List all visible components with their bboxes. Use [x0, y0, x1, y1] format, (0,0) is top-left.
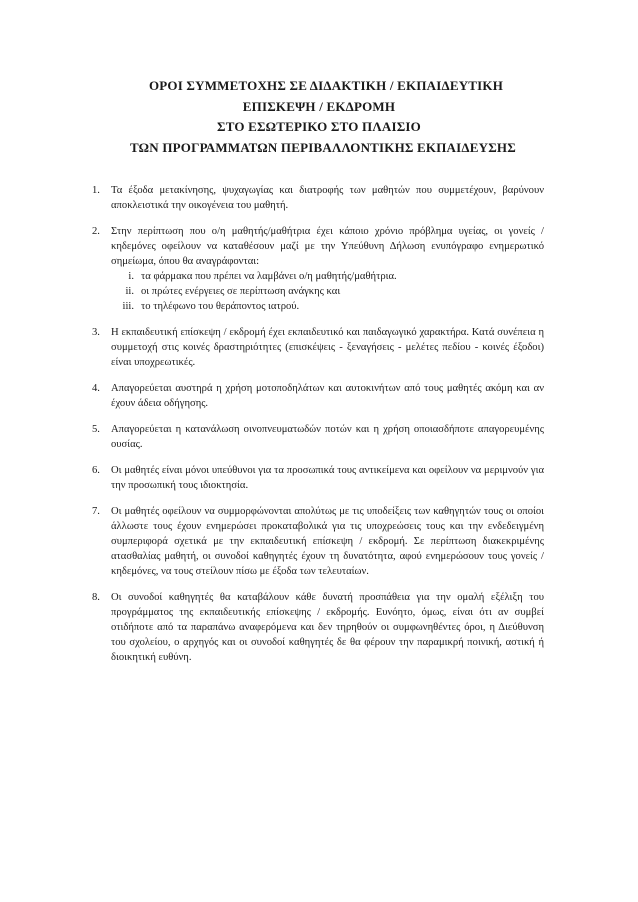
term-text: Οι συνοδοί καθηγητές θα καταβάλουν κάθε δυνατή προσπάθεια για την ομαλή εξέλιξη του προγράμματος της εκπαιδευτικής επίσκεψης / εκδρομής. Ευνόητο, όμως, είναι ότι αν συμβεί οτιδήποτε από τα παραπάνω αναφερόμενα και δεν τηρηθούν οι συμφωνηθέντες όροι, η Διεύθυνση του σχολείου, ο αρχηγός και οι συνοδοί καθηγητές δε θα φέρουν την παραμικρή ποινική, αστική ή διοικητική ευθύνη. — [111, 592, 544, 663]
sub-item-2 — [119, 284, 544, 299]
term-number: 4. — [92, 383, 100, 394]
header-line-2: ΕΠΙΣΚΕΨΗ / ΕΚΔΡΟΜΗ — [242, 98, 396, 114]
sub-text: τα φάρμακα που πρέπει να λαμβάνει ο/η μαθητής/μαθήτρια. — [141, 271, 397, 282]
term-text: Απαγορεύεται αυστηρά η χρήση μοτοποδηλάτων και αυτοκινήτων από τους μαθητές ακόμη και αν έχουν άδεια οδήγησης. — [111, 383, 544, 409]
term-number: 1. — [92, 185, 100, 196]
sub-text: το τηλέφωνο του θεράποντος ιατρού. — [141, 301, 300, 312]
term-item-1 — [92, 183, 544, 213]
term-text: Οι μαθητές είναι μόνοι υπεύθυνοι για τα προσωπικά τους αντικείμενα και οφείλουν να μεριμνούν για την προσωπική τους ιδιοκτησία. — [111, 465, 544, 491]
header-line-4: ΤΩΝ ΠΡΟΓΡΑΜΜΑΤΩΝ ΠΕΡΙΒΑΛΛΟΝΤΙΚΗΣ ΕΚΠΑΙΔΕΥΣΗΣ — [130, 139, 516, 155]
term-text: Τα έξοδα μετακίνησης, ψυχαγωγίας και διατροφής των μαθητών που συμμετέχουν, βαρύνουν αποκλειστικά την οικογένεια του μαθητή. — [111, 185, 544, 211]
term-number: 2. — [92, 226, 100, 237]
sub-item-1 — [119, 269, 544, 284]
sub-text: οι πρώτες ενέργειες σε περίπτωση ανάγκης και — [141, 286, 341, 297]
sub-number: i. — [128, 271, 134, 282]
term-item-2 — [92, 224, 544, 314]
document-header — [0, 76, 638, 158]
sub-number: iii. — [122, 301, 134, 312]
term-item-8 — [92, 590, 544, 665]
term-text: Οι μαθητές οφείλουν να συμμορφώνονται απολύτως με τις υποδείξεις των καθηγητών τους οι οποίοι άλλωστε τους έχουν ενημερώσει προκαταβολικά για τις υποχρεώσεις τους και την ενδεδειγμένη συμπεριφορά σχετικά με την εκπαιδευτική επίσκεψη / εκδρομή. Σε περίπτωση διακεκριμένης ατασθαλίας μαθητή, οι συνοδοί καθηγητές έχουν τη δυνατότητα, αφού ενημερώσουν τους γονείς / κηδεμόνες, να τους στείλουν πίσω με έξοδα των τελευταίων. — [111, 506, 544, 577]
term-text: Στην περίπτωση που ο/η μαθητής/μαθήτρια έχει κάποιο χρόνιο πρόβλημα υγείας, οι γονείς / κηδεμόνες οφείλουν να καταθέσουν μαζί με την Υπεύθυνη Δήλωση ενυπόγραφο ενημερωτικό σημείωμα, όπου θα αναγράφονται: — [111, 226, 544, 267]
header-line-3: ΣΤΟ ΕΣΩΤΕΡΙΚΟ ΣΤΟ ΠΛΑΙΣΙΟ — [217, 119, 421, 134]
sub-number: ii. — [125, 286, 134, 297]
sub-list — [119, 269, 544, 314]
header-line-1: ΟΡΟΙ ΣΥΜΜΕΤΟΧΗΣ ΣΕ ΔΙΔΑΚΤΙΚΗ / ΕΚΠΑΙΔΕΥΤΙΚΗ — [148, 78, 504, 93]
sub-item-3 — [119, 299, 544, 314]
term-number: 6. — [92, 465, 100, 476]
term-item-3 — [92, 325, 544, 370]
term-number: 8. — [92, 592, 100, 603]
term-item-5 — [92, 422, 544, 452]
terms-list — [92, 183, 544, 676]
term-item-7 — [92, 504, 544, 579]
term-number: 3. — [92, 327, 100, 338]
term-text: Η εκπαιδευτική επίσκεψη / εκδρομή έχει εκπαιδευτικό και παιδαγωγικό χαρακτήρα. Κατά συνέπεια η συμμετοχή στις κοινές δραστηριότητες (επισκέψεις - ξεναγήσεις - μελέτες πεδίου - κοινές έξοδοι) είναι υποχρεωτικές. — [111, 327, 544, 368]
term-number: 5. — [92, 424, 100, 435]
term-item-4 — [92, 381, 544, 411]
term-text: Απαγορεύεται η κατανάλωση οινοπνευματωδών ποτών και η χρήση οποιασδήποτε απαγορευμένης ουσίας. — [111, 424, 544, 450]
term-number: 7. — [92, 506, 100, 517]
term-item-6 — [92, 463, 544, 493]
